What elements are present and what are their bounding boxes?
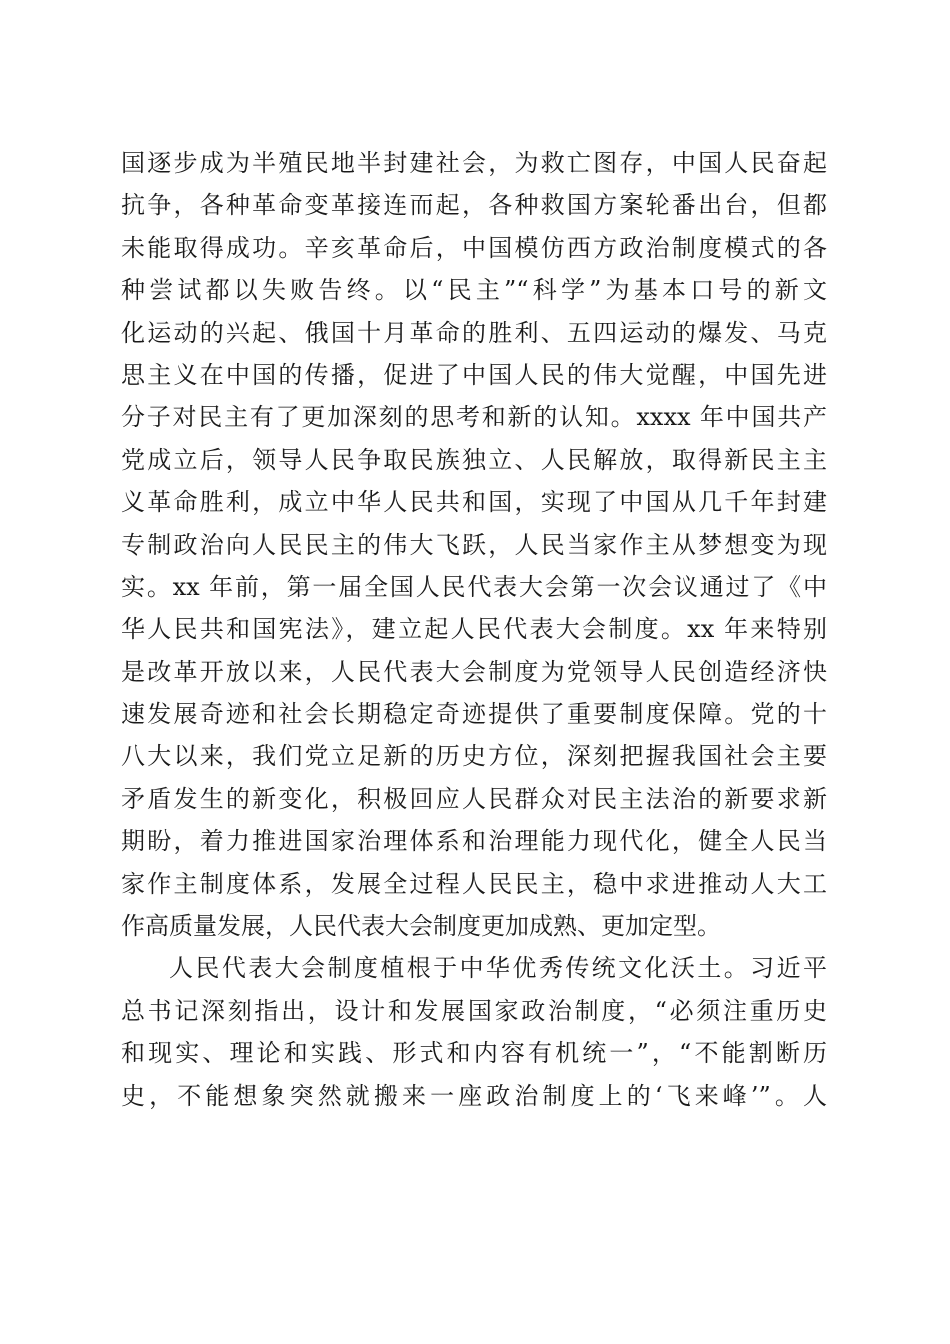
text-line: 未能取得成功。辛亥革命后，中国模仿西方政治制度模式的各	[121, 233, 827, 262]
text-line: 种尝试都以失败告终。以“民主”“科学”为基本口号的新文	[121, 276, 827, 305]
text-line: 史，不能想象突然就搬来一座政治制度上的‘飞来峰’”。人	[121, 1081, 827, 1110]
text-line: 华人民共和国宪法》，建立起人民代表大会制度。xx 年来特别	[121, 615, 827, 644]
text-line: 八大以来，我们党立足新的历史方位，深刻把握我国社会主要	[121, 742, 827, 771]
text-line: 作高质量发展，人民代表大会制度更加成熟、更加定型。	[121, 912, 721, 941]
text-line: 矛盾发生的新变化，积极回应人民群众对民主法治的新要求新	[121, 784, 827, 813]
text-line: 分子对民主有了更加深刻的思考和新的认知。xxxx 年中国共产	[121, 403, 827, 432]
paragraph-1	[121, 142, 827, 947]
text-line: 专制政治向人民民主的伟大飞跃，人民当家作主从梦想变为现	[121, 530, 827, 559]
text-line: 义革命胜利，成立中华人民共和国，实现了中国从几千年封建	[121, 488, 827, 517]
text-line: 是改革开放以来，人民代表大会制度为党领导人民创造经济快	[121, 657, 827, 686]
text-line: 党成立后，领导人民争取民族独立、人民解放，取得新民主主	[121, 445, 827, 474]
text-line: 速发展奇迹和社会长期稳定奇迹提供了重要制度保障。党的十	[121, 700, 827, 729]
text-line: 家作主制度体系，发展全过程人民民主，稳中求进推动人大工	[121, 869, 827, 898]
text-line: 和现实、理论和实践、形式和内容有机统一”，“不能割断历	[121, 1039, 827, 1068]
paragraph-2	[121, 947, 827, 1117]
document-body	[121, 142, 827, 1117]
text-line: 总书记深刻指出，设计和发展国家政治制度，“必须注重历史	[121, 996, 827, 1025]
text-line: 期盼，着力推进国家治理体系和治理能力现代化，健全人民当	[121, 827, 827, 856]
text-line: 化运动的兴起、俄国十月革命的胜利、五四运动的爆发、马克	[121, 318, 827, 347]
text-line: 思主义在中国的传播，促进了中国人民的伟大觉醒，中国先进	[121, 360, 827, 389]
text-line: 国逐步成为半殖民地半封建社会，为救亡图存，中国人民奋起	[121, 149, 827, 177]
text-line: 人民代表大会制度植根于中华优秀传统文化沃土。习近平	[169, 954, 827, 983]
text-line: 实。xx 年前，第一届全国人民代表大会第一次会议通过了《中	[121, 572, 827, 601]
text-line: 抗争，各种革命变革接连而起，各种救国方案轮番出台，但都	[121, 191, 827, 220]
